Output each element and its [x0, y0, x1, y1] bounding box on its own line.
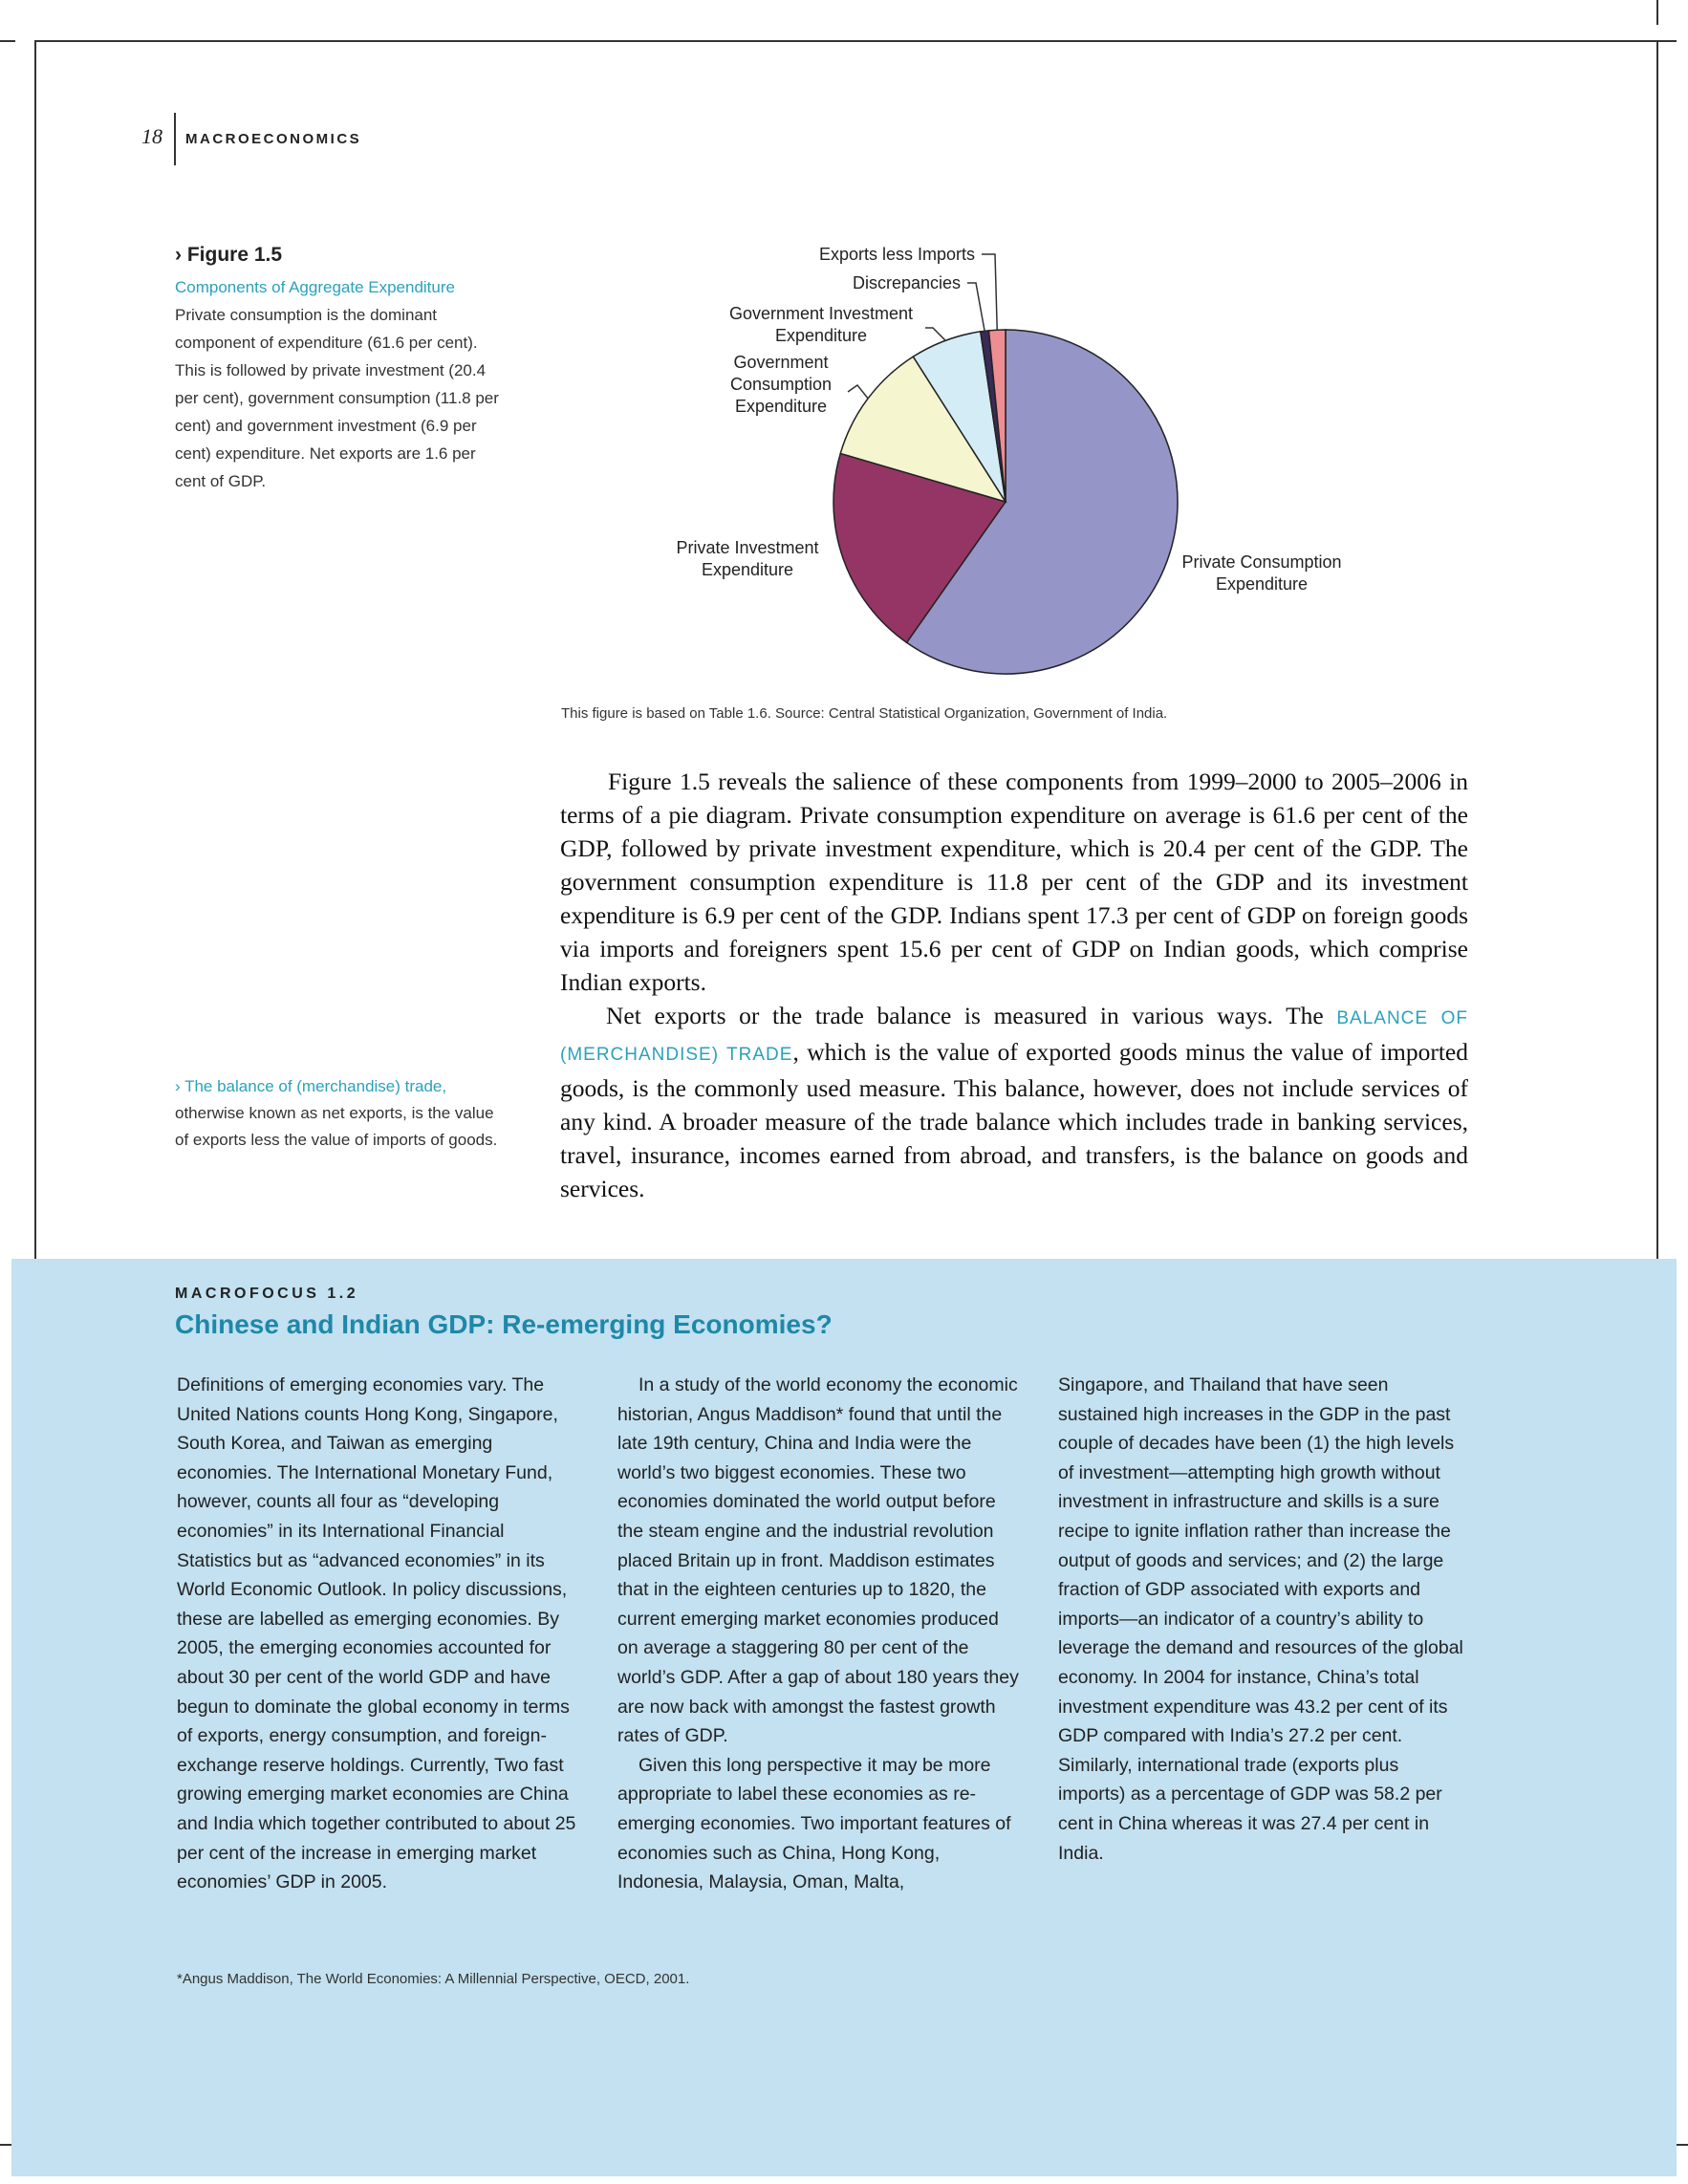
crop-mark [1656, 0, 1658, 25]
body-text [560, 765, 1468, 1205]
body-text-run: Net exports or the trade balance is measured in various ways. The [606, 1002, 1337, 1029]
macrofocus-kicker: MACROFOCUS 1.2 [175, 1286, 359, 1302]
crop-mark [34, 40, 1677, 42]
margin-note-term: › The balance of (merchandise) trade, [175, 1077, 447, 1095]
leader-line [982, 254, 997, 330]
column-paragraph: Definitions of emerging economies vary. The United Nations counts Hong Kong, Singapore, South Korea, and Taiwan as emerging economies. The International Monetary Fund, however, counts all four as “developing economies” in its International Financial Statistics but as “advanced economies” in its World Economic Outlook. In policy discussions, these are labelled as emerging economies. By 2005, the emerging economies accounted for about 30 per cent of the world GDP and have begun to dominate the global economy in terms of exports, energy consumption, and foreign-exchange reserve holdings. Currently, Two fast growing emerging market economies are China and India which together contributed to about 25 per cent of the increase in emerging market economies’ GDP in 2005. [177, 1374, 576, 1893]
pie-chart [535, 229, 1396, 707]
pie-label: Discrepancies [852, 273, 961, 292]
body-paragraph: Figure 1.5 reveals the salience of these components from 1999–2000 to 2005–2006 in terms of a pie diagram. Private consumption expenditure on average is 61.6 per cent of the GDP, followed by private investment expenditure, which is 20.4 per cent of the GDP. The government consumption expenditure is 11.8 per cent of the GDP and its investment expenditure is 6.9 per cent of the GDP. Indians spent 17.3 per cent of GDP on foreign goods via imports and foreigners spent 15.6 per cent of GDP on Indian goods, which comprise Indian exports. [560, 768, 1468, 996]
crop-mark [0, 40, 15, 42]
pie-label: Private Consumption Expenditure [1181, 552, 1342, 594]
macrofocus-column-3 [1058, 1371, 1464, 1868]
leader-line [925, 328, 945, 340]
leader-line [848, 385, 868, 399]
header-divider [174, 113, 176, 165]
column-paragraph: Singapore, and Thailand that have seen sustained high increases in the GDP in the past couple of decades have been (1) the high levels of investment—attempting high growth without investment in infrastructure and skills is a sure recipe to ignite inflation rather than increase the output of goods and services; and (2) the large fraction of GDP associated with exports and imports—an indicator of a country’s ability to leverage the demand and resources of the global economy. In 2004 for instance, China’s total investment expenditure was 43.2 per cent of its GDP compared with India’s 27.2 per cent. Similarly, international trade (exports plus imports) as a percentage of GDP was 58.2 per cent in China whereas it was 27.4 per cent in India. [1058, 1374, 1463, 1864]
footnote: *Angus Maddison, The World Economies: A Millennial Perspective, OECD, 2001. [177, 1971, 690, 1987]
figure-source-note: This figure is based on Table 1.6. Source: Central Statistical Organization, Government of India. [561, 705, 1168, 722]
figure-subtitle: Components of Aggregate Expenditure [175, 278, 455, 296]
pie-label: Government Investment Expenditure [728, 304, 914, 345]
page-number: 18 [141, 124, 162, 148]
body-paragraph [560, 999, 1468, 1205]
margin-note-text: otherwise known as net exports, is the value of exports less the value of imports of goods. [175, 1104, 498, 1149]
column-paragraph: Given this long perspective it may be more appropriate to label these economies as re-emerging economies. Two important features of economies such as China, Hong Kong, Indonesia, Malaysia, Oman, Malta, [617, 1754, 1011, 1893]
pie-label: Private Investment Expenditure [676, 538, 819, 579]
macrofocus-title: Chinese and Indian GDP: Re-emerging Economies? [175, 1309, 833, 1339]
pie-label: Exports less Imports [818, 245, 975, 264]
macrofocus-column-2 [617, 1371, 1024, 1897]
leader-line [967, 283, 985, 331]
figure-label: › Figure 1.5 [175, 244, 283, 266]
margin-note [175, 1073, 509, 1154]
key-term: BALANCE OF (MERCHANDISE) TRADE [560, 1008, 1468, 1065]
pie-label: Government Consumption Expenditure [729, 353, 833, 416]
column-paragraph: In a study of the world economy the economic historian, Angus Maddison* found that until the late 19th century, China and India were the world’s two biggest economies. These two economies dominated the world output before the steam engine and the industrial revolution placed Britain up in front. Maddison estimates that in the eighteen centuries up to 1820, the current emerging market economies produced on average a staggering 80 per cent of the world’s GDP. After a gap of about 180 years they are now back with amongst the fastest growth rates of GDP. [617, 1374, 1019, 1747]
running-head: MACROECONOMICS [185, 131, 362, 147]
body-text-run: , which is the value of exported goods minus the value of imported goods, is the commonly used measure. This balance, however, does not include services of any kind. A broader measure of the trade balance which includes trade in banking services, travel, insurance, incomes earned from abroad, and transfers, is the balance on goods and services. [560, 1038, 1468, 1202]
figure-caption [175, 244, 509, 495]
pie-slices [833, 330, 1178, 674]
figure-description: Private consumption is the dominant component of expenditure (61.6 per cent). This is followed by private investment (20.4 per cent), government consumption (11.8 per cent) and government investment (6.9 per cent) expenditure. Net exports are 1.6 per cent of GDP. [175, 306, 499, 490]
macrofocus-column-1 [177, 1371, 583, 1897]
